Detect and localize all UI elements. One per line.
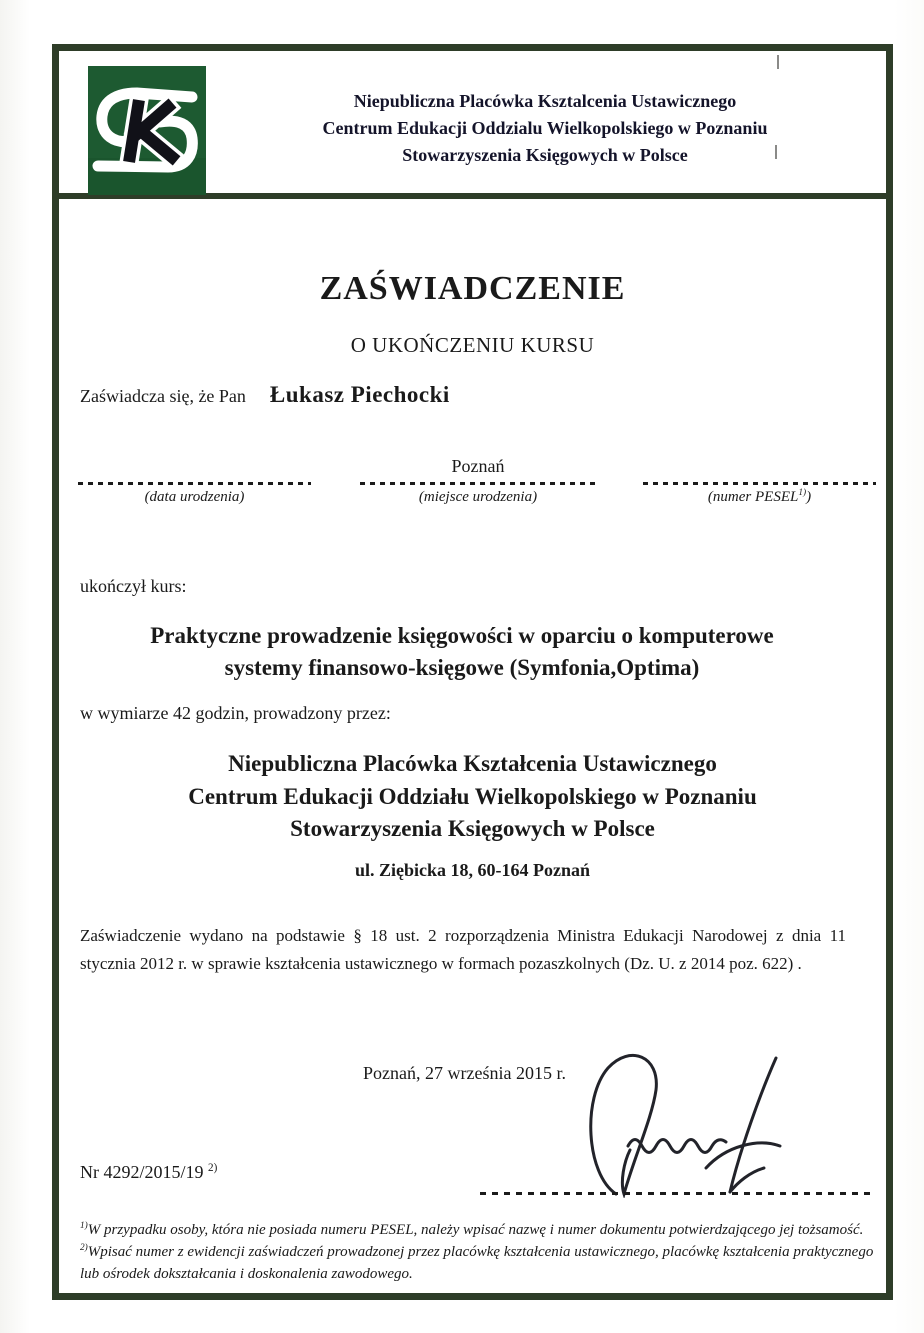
birth-date-value — [78, 450, 311, 482]
course-duration-line: w wymiarze 42 godzin, prowadzony przez: — [80, 703, 391, 723]
birth-place-value: Poznań — [451, 456, 505, 476]
field-pesel — [643, 450, 876, 506]
issuer-header-line-1: Niepubliczna Placówka Ksztalcenia Ustawicznego — [353, 91, 737, 111]
course-title — [80, 620, 844, 684]
footnote-1-marker: 1) — [80, 1221, 88, 1231]
certification-prefix: Zaświadcza się, że Pan — [80, 386, 246, 406]
document-title: ZAŚWIADCZENIE — [319, 270, 626, 307]
skwp-logo-icon — [88, 66, 206, 195]
document-subtitle: O UKOŃCZENIU KURSU — [350, 333, 595, 357]
field-birth-place — [360, 450, 596, 506]
certificate-number — [80, 1162, 217, 1183]
provider-address: ul. Ziębicka 18, 60-164 Poznań — [354, 860, 591, 880]
pesel-label-close: ) — [806, 489, 812, 505]
scan-artifact — [775, 145, 777, 159]
person-name: Łukasz Piechocki — [269, 382, 450, 407]
provider-line-3: Stowarzyszenia Księgowych w Polsce — [290, 816, 655, 842]
certificate-number-footnote-ref: 2) — [208, 1162, 218, 1174]
provider-line-1: Niepubliczna Placówka Kształcenia Ustawicznego — [228, 751, 717, 776]
legal-basis-paragraph: Zaświadczenie wydano na podstawie § 18 ust. 2 rozporządzenia Ministra Edukacji Narodowej z dnia 11 stycznia 2012 r. w sprawie kształcenia ustawicznego w formach pozaszkolnych (Dz. U. z 2014 poz. 622) . — [80, 926, 846, 973]
footnote-2-marker: 2) — [80, 1242, 88, 1253]
provider-line-2: Centrum Edukacji Oddziału Wielkopolskiego w Poznaniu — [188, 783, 757, 809]
birth-place-label: (miejsce urodzenia) — [418, 489, 538, 505]
issuer-header-line-2: Centrum Edukacji Oddzialu Wielkopolskiego w Poznaniu — [322, 118, 768, 138]
issuer-header-line-3: Stowarzyszenia Księgowych w Polsce — [402, 145, 688, 165]
course-title-line-1: Praktyczne prowadzenie księgowości w oparciu o komputerowe — [150, 623, 774, 648]
field-birth-date — [78, 450, 311, 506]
footnote-1 — [80, 1220, 876, 1242]
provider-name — [59, 748, 886, 846]
birth-date-label: (data urodzenia) — [144, 489, 245, 505]
pesel-label-footnote-ref: 1) — [798, 488, 807, 498]
personal-data-fields — [0, 450, 924, 520]
footnote-1-text: W przypadku osoby, która nie posiada numeru PESEL, należy wpisać nazwę i numer dokumentu potwierdzającego jej tożsamość. — [87, 1222, 864, 1238]
scan-artifact — [777, 55, 779, 69]
footnote-2-text: Wpisać numer z ewidencji zaświadczeń prowadzonej przez placówkę kształcenia ustawicznego, placówkę kształcenia praktycznego lub ośrodek dokształcania i doskonalenia zawodowego. — [80, 1243, 874, 1282]
footnote-2 — [80, 1242, 876, 1286]
signature-dotted-line — [480, 1192, 876, 1195]
certificate-number-text: Nr 4292/2015/19 — [80, 1162, 208, 1182]
course-title-line-2: systemy finansowo-księgowe (Symfonia,Optima) — [224, 655, 700, 681]
pesel-dotted-line — [643, 482, 876, 485]
issue-place-date: Poznań, 27 września 2015 r. — [363, 1063, 566, 1083]
issuer-header — [230, 88, 860, 169]
course-intro: ukończył kurs: — [80, 576, 187, 596]
pesel-label — [643, 489, 876, 506]
certification-line — [80, 382, 840, 408]
footnotes — [80, 1220, 876, 1285]
birth-place-dotted-line — [360, 482, 596, 485]
handwritten-signature-icon — [568, 1046, 798, 1198]
pesel-value — [643, 450, 876, 482]
pesel-label-text: (numer PESEL — [707, 489, 799, 505]
birth-date-dotted-line — [78, 482, 311, 485]
